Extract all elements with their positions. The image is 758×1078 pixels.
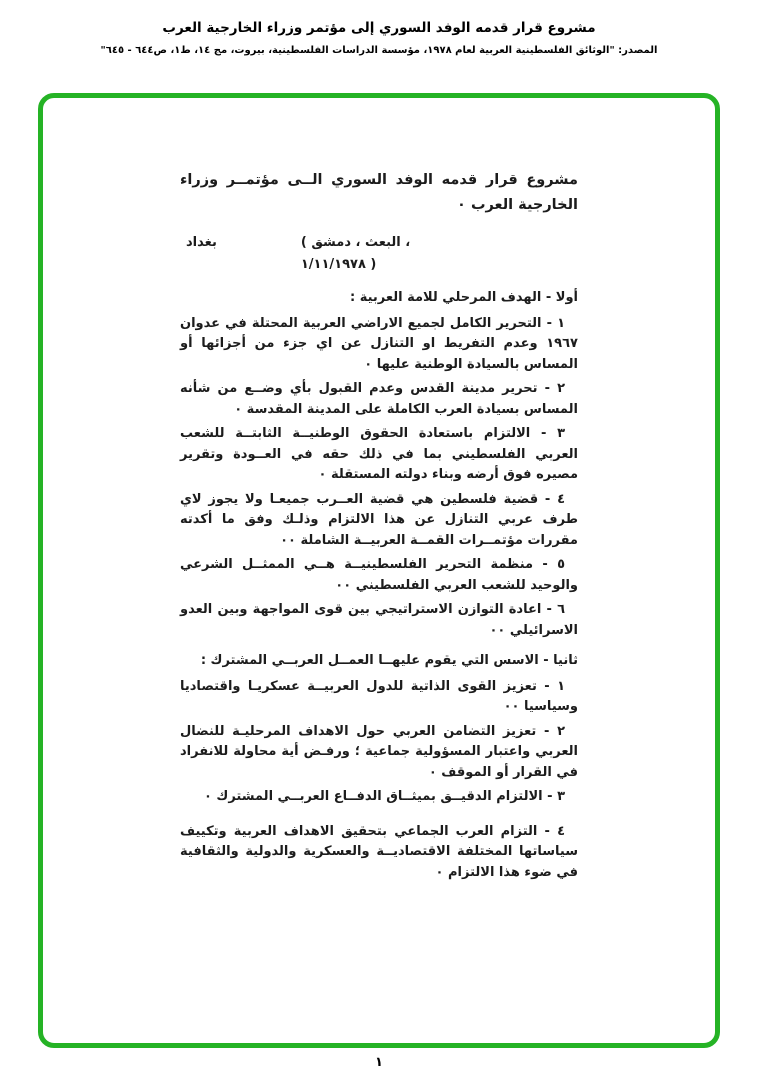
- section-1-item-3: ٣ - الالتزام باستعادة الحقوق الوطنيــة الثابتــة للشعب العربي الفلسطيني بما في ذلك حقه في العــودة وتقرير مصيره فوق أرضه وبناء دولته المستقلة ٠: [180, 426, 578, 482]
- section-2-item-4: ٤ - التزام العرب الجماعي بتحقيق الاهداف العربية وتكييف سياساتها المختلفة الاقتصاديــة والعسكرية والدولية والثقافية في ضوء هذا الالتزام ٠: [180, 823, 578, 880]
- dateline-source-reference: [301, 232, 410, 276]
- section-2-item-1: ١ - تعزيز القوى الذاتية للدول العربيــة عسكريـا واقتصاديا وسياسيا ٠٠: [180, 678, 578, 714]
- section-1-item-1: ١ - التحرير الكامل لجميع الاراضي العربية المحتلة في عدوان ١٩٦٧ وعدم التفريط او التنازل عن اي جزء من أجزائها أو المساس بالسيادة الوطنية عليها ٠: [180, 315, 578, 372]
- header-source-citation: المصدر: "الوثائق الفلسطينية العربية لعام ١٩٧٨، مؤسسة الدراسات الفلسطينية، بيروت، مج ١٤، ط١، ص٦٤٤ - ٦٤٥": [100, 45, 658, 56]
- document-body: [180, 168, 578, 883]
- page-header: [0, 0, 758, 56]
- section-1-item-4: ٤ - قضية فلسطين هي قضية العــرب جميعـا ولا يجوز لاي طرف عربي التنازل عن هذا الالتزام وذلـك وفق ما أكدته مقررات مؤتمــرات القمــة العربيــة الشاملة ٠٠: [180, 491, 578, 548]
- header-title: مشروع قرار قدمه الوفد السوري إلى مؤتمر وزراء الخارجية العرب: [162, 20, 596, 36]
- document-title: [180, 168, 578, 218]
- section-2-item-3: ٣ - الالتزام الدقيــق بميثــاق الدفــاع العربــي المشترك ٠: [203, 789, 565, 804]
- section-2-item-2: ٢ - تعزيز التضامن العربي حول الاهداف المرحليـة للنضال العربي واعتبار المسؤولية جماعية ؛ ورفـض أية محاولة للانفراد في القرار أو الموقف ٠: [180, 723, 578, 780]
- page-number: ١: [375, 1055, 383, 1070]
- dateline-date-line: ١/١١/١٩٧٨ ): [300, 257, 377, 272]
- section-1-item-6: ٦ - اعادة التوازن الاستراتيجي بين قوى المواجهة وبين العدو الاسرائيلي ٠٠: [180, 602, 578, 638]
- dateline-place: بغداد: [186, 235, 217, 250]
- document-frame: [38, 93, 720, 1048]
- section-1-item-5: ٥ - منظمة التحرير الفلسطينيــة هــي الممثــل الشرعي والوحيد للشعب العربي الفلسطيني ٠٠: [180, 557, 578, 593]
- section-2-heading: ثانيا - الاسس التي يقوم عليهــا العمــل العربــي المشترك :: [200, 653, 578, 668]
- section-1-heading: أولا - الهدف المرحلي للامة العربية :: [350, 290, 578, 305]
- document-title-line-1: مشروع قرار قدمه الوفد السوري الــى مؤتمــر وزراء: [180, 172, 578, 188]
- dateline: [180, 232, 578, 276]
- dateline-source-line: ( البعث ، دمشق ،: [300, 235, 411, 250]
- section-1-item-2: ٢ - تحرير مدينة القدس وعدم القبول بأي وضــع من شأنه المساس بسيادة العرب الكاملة على المدينة المقدسة ٠: [180, 381, 578, 417]
- document-title-line-2: الخارجية العرب ٠: [457, 197, 578, 213]
